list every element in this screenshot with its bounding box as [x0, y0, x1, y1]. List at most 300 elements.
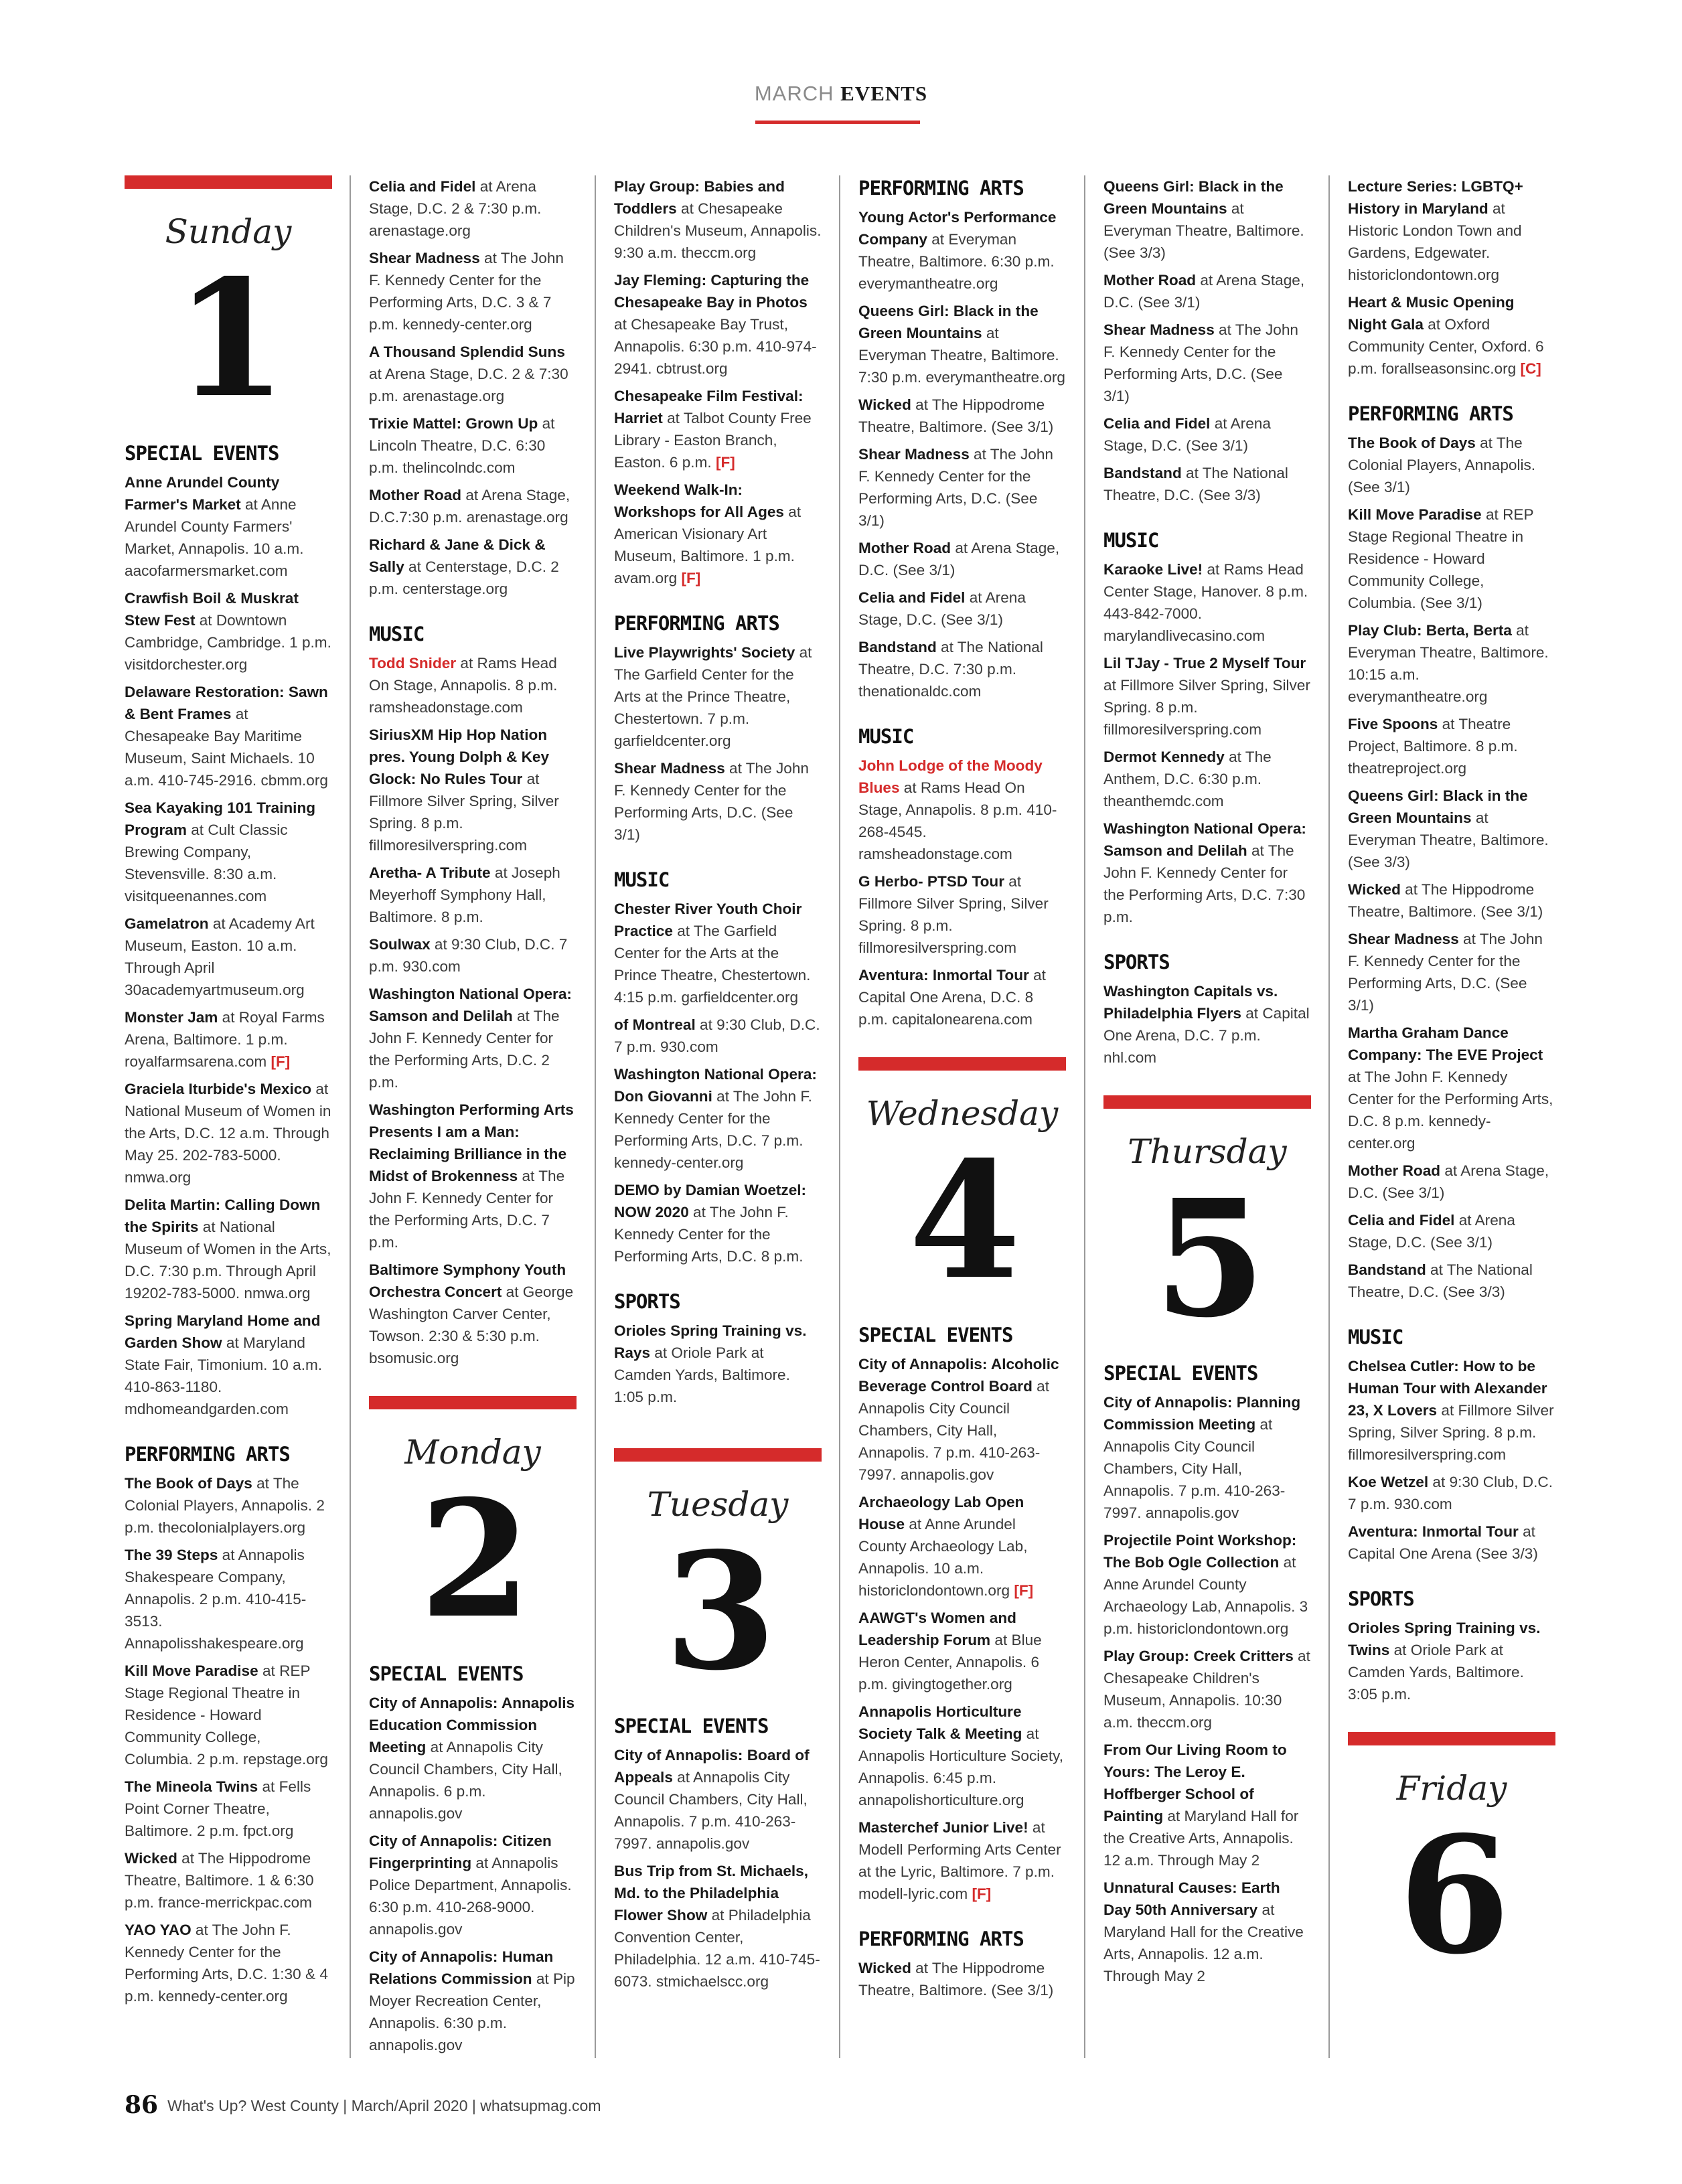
event-listing [1348, 1617, 1555, 1705]
event-listing [1348, 1471, 1555, 1515]
event-name: Shear Madness [1103, 321, 1215, 338]
event-listing [614, 898, 822, 1008]
event-name: Gamelatron [125, 915, 209, 932]
event-details: at Academy Art Museum, Easton. 10 a.m. Through April 30academyartmuseum.org [125, 915, 315, 998]
event-name: Celia and Fidel [1103, 415, 1211, 432]
event-details: at National Museum of Women in the Arts, D.C. 12 a.m. Through May 25. 202-783-5000. nmwa.org [125, 1080, 331, 1186]
event-listing [858, 587, 1066, 631]
column-divider [839, 175, 840, 2058]
event-details: at Everyman Theatre, Baltimore. 10:15 a.m. everymantheatre.org [1348, 622, 1549, 705]
event-details: at Everyman Theatre, Baltimore. (See 3/3) [1348, 809, 1549, 870]
day-number: 6 [1398, 1800, 1505, 1990]
event-details: at The John F. Kennedy Center for the Performing Arts, D.C. (See 3/1) [614, 760, 809, 843]
event-listing [1103, 980, 1311, 1069]
day-block [369, 1396, 577, 1654]
event-listing [125, 913, 332, 1001]
event-listing [614, 1014, 822, 1058]
event-listing [858, 1491, 1066, 1602]
event-details: at Chesapeake Children's Museum, Annapolis. 9:30 a.m. theccm.org [614, 200, 822, 261]
event-details: at The National Theatre, D.C. (See 3/3) [1348, 1261, 1533, 1300]
event-details: at Royal Farms Arena, Baltimore. 1 p.m. royalfarmsarena.com [125, 1008, 325, 1070]
event-details: at The Colonial Players, Annapolis. 2 p.m. thecolonialplayers.org [125, 1474, 325, 1536]
event-listing [1103, 558, 1311, 647]
event-listing [614, 479, 822, 589]
event-listing [369, 484, 577, 528]
section-heading: MUSIC [1348, 1326, 1403, 1348]
day-name: Sunday [165, 212, 292, 251]
event-listing [1103, 1739, 1311, 1871]
event-listing [369, 534, 577, 600]
event-name: Lil TJay - True 2 Myself Tour [1103, 655, 1306, 672]
event-name: Wicked [125, 1849, 177, 1867]
event-details: at The Colonial Players, Annapolis. (See 3/1) [1348, 435, 1536, 495]
section-heading: MUSIC [369, 623, 425, 645]
event-name: Celia and Fidel [858, 589, 966, 606]
event-details: at Arena Stage, D.C. 2 & 7:30 p.m. arenastage.org [369, 366, 568, 404]
event-details: at George Washington Carver Center, Towson. 2:30 & 5:30 p.m. bsomusic.org [369, 1283, 574, 1367]
event-name: City of Annapolis: Board of Appeals [614, 1746, 810, 1786]
day-block [614, 1448, 822, 1706]
event-name: Koe Wetzel [1348, 1474, 1429, 1490]
event-listing [1348, 1259, 1555, 1303]
event-details: at Chesapeake Children's Museum, Annapolis. 10:30 a.m. theccm.org [1103, 1647, 1310, 1731]
event-name: Delita Martin: Calling Down the Spirits [125, 1196, 321, 1235]
event-listing [125, 587, 332, 676]
day-block [125, 175, 332, 433]
event-name: Bandstand [1103, 465, 1182, 481]
event-listing [125, 1847, 332, 1914]
section-heading: SPORTS [1348, 1587, 1414, 1610]
event-details: at Fillmore Silver Spring, Silver Spring. 8 p.m. fillmoresilverspring.com [1348, 1402, 1554, 1463]
day-number: 5 [1154, 1164, 1261, 1353]
event-details: at The Anthem, D.C. 6:30 p.m. theanthemdc.com [1103, 749, 1272, 809]
event-details: at Annapolis Horticulture Society, Annapolis. 6:45 p.m. annapolishorticulture.org [858, 1725, 1063, 1808]
event-details: at Oxford Community Center, Oxford. 6 p.m. forallseasonsinc.org [1348, 316, 1544, 377]
event-listing [1103, 1877, 1311, 1987]
event-details: at Arena Stage, D.C. (See 3/1) [858, 540, 1060, 578]
section-heading: SPECIAL EVENTS [858, 1323, 1013, 1346]
event-details: at Annapolis City Council Chambers, City Hall, Annapolis. 7 p.m. 410-263-7997. annapolis.gov [614, 1768, 808, 1852]
day-name: Tuesday [647, 1485, 789, 1524]
event-details: at REP Stage Regional Theatre in Residence - Howard Community College, Columbia. (See 3/1) [1348, 506, 1534, 611]
event-details: at The John F. Kennedy Center for the Performing Arts, D.C. (See 3/1) [858, 446, 1053, 529]
event-name: Heart & Music Opening Night Gala [1348, 294, 1515, 333]
event-listing [614, 757, 822, 846]
event-name: Unnatural Causes: Earth Day 50th Anniversary [1103, 1879, 1280, 1918]
event-details: at Maryland Hall for the Creative Arts, Annapolis. 12 a.m. Through May 2 [1103, 1901, 1304, 1984]
event-listing [858, 443, 1066, 532]
event-details: at Capital One Arena, D.C. 8 p.m. capitalonearena.com [858, 967, 1046, 1028]
event-name: Sea Kayaking 101 Training Program [125, 799, 316, 838]
calendar-column-3 [614, 175, 822, 1998]
event-listing [1348, 878, 1555, 923]
event-details: at The John F. Kennedy Center for the Performing Arts, D.C. 7 p.m. [369, 1168, 565, 1251]
event-name: Todd Snider [369, 655, 457, 672]
event-name: Mother Road [369, 487, 462, 503]
event-name: Mother Road [1103, 272, 1197, 289]
event-name: Washington National Opera: Don Giovanni [614, 1066, 817, 1105]
event-name: AAWGT's Women and Leadership Forum [858, 1609, 1016, 1648]
event-flag: [C] [1520, 360, 1541, 377]
event-listing [1348, 1022, 1555, 1154]
event-details: at Oriole Park at Camden Yards, Baltimore. 1:05 p.m. [614, 1344, 790, 1405]
event-name: Orioles Spring Training vs. Twins [1348, 1620, 1541, 1658]
header-rule [755, 121, 920, 124]
event-listing [858, 870, 1066, 959]
event-details: at Lincoln Theatre, D.C. 6:30 p.m. thelincolndc.com [369, 415, 555, 476]
page-number: 86 [125, 2091, 159, 2119]
event-listing [1103, 412, 1311, 457]
event-listing [369, 1259, 577, 1369]
header-month: MARCH [754, 82, 834, 105]
event-details: at Modell Performing Arts Center at the Lyric, Baltimore. 7 p.m. modell-lyric.com [858, 1818, 1061, 1902]
event-name: Play Group: Creek Critters [1103, 1647, 1294, 1664]
event-listing [369, 247, 577, 335]
event-name: Lecture Series: LGBTQ+ History in Maryland [1348, 178, 1523, 217]
event-name: Orioles Spring Training vs. Rays [614, 1322, 807, 1361]
event-details: at Pip Moyer Recreation Center, Annapolis. 6:30 p.m. annapolis.gov [369, 1970, 575, 2053]
event-name: Washington Capitals vs. Philadelphia Flyers [1103, 983, 1278, 1022]
event-details: at Theatre Project, Baltimore. 8 p.m. theatreproject.org [1348, 716, 1518, 777]
event-name: Richard & Jane & Dick & Sally [369, 536, 546, 575]
event-name: Delaware Restoration: Sawn & Bent Frames [125, 683, 328, 722]
day-name: Thursday [1128, 1132, 1287, 1171]
event-listing [369, 1946, 577, 2056]
event-name: Projectile Point Workshop: The Bob Ogle Collection [1103, 1531, 1297, 1571]
event-name: Annapolis Horticulture Society Talk & Meeting [858, 1703, 1022, 1742]
event-listing [369, 1830, 577, 1940]
section-heading: PERFORMING ARTS [858, 1927, 1024, 1950]
event-name: Celia and Fidel [369, 178, 476, 195]
event-details: at Annapolis City Council Chambers, City Hall, Annapolis. 7 p.m. 410-263-7997. annapolis.gov [858, 1377, 1050, 1483]
event-listing [614, 1179, 822, 1267]
event-name: Queens Girl: Black in the Green Mountains [1103, 178, 1284, 217]
event-listing [1348, 1160, 1555, 1204]
column-divider [595, 175, 596, 2058]
event-details: at Fillmore Silver Spring, Silver Spring. 8 p.m. fillmoresilverspring.com [369, 771, 559, 854]
day-name: Monday [404, 1433, 541, 1472]
event-details: at Talbot County Free Library - Easton Branch, Easton. 6 p.m. [614, 410, 812, 471]
section-heading: MUSIC [858, 725, 914, 748]
event-details: at Annapolis Shakespeare Company, Annapolis. 2 p.m. 410-415-3513. Annapolisshakespeare.org [125, 1546, 307, 1652]
event-listing [1348, 291, 1555, 380]
event-name: City of Annapolis: Human Relations Commission [369, 1948, 554, 1987]
event-details: at The Hippodrome Theatre, Baltimore. 1 & 6:30 p.m. france-merrickpac.com [125, 1849, 314, 1911]
day-red-bar [369, 1396, 577, 1409]
event-listing [369, 724, 577, 856]
event-name: Chester River Youth Choir Practice [614, 901, 802, 939]
event-details: at Fells Point Corner Theatre, Baltimore. 2 p.m. fpct.org [125, 1778, 311, 1839]
event-listing [1348, 1355, 1555, 1466]
event-details: at The National Theatre, D.C. 7:30 p.m. thenationaldc.com [858, 639, 1043, 700]
event-details: at Arena Stage, D.C.7:30 p.m. arenastage.org [369, 487, 570, 526]
event-listing [858, 636, 1066, 702]
event-listing [1348, 503, 1555, 614]
event-details: at Oriole Park at Camden Yards, Baltimore. 3:05 p.m. [1348, 1642, 1524, 1703]
event-details: at Capital One Arena, D.C. 7 p.m. nhl.com [1103, 1005, 1310, 1066]
event-details: at Maryland Hall for the Creative Arts, Annapolis. 12 a.m. Through May 2 [1103, 1807, 1299, 1869]
event-details: at Anne Arundel County Archaeology Lab, Annapolis. 10 a.m. historiclondontown.org [858, 1515, 1028, 1599]
event-flag: [F] [715, 454, 735, 471]
event-details: at Arena Stage, D.C. 2 & 7:30 p.m. arenastage.org [369, 178, 542, 239]
section-heading: SPECIAL EVENTS [125, 441, 279, 465]
event-name: Mother Road [858, 540, 951, 556]
event-details: at Joseph Meyerhoff Symphony Hall, Baltimore. 8 p.m. [369, 864, 560, 925]
section-heading: SPECIAL EVENTS [614, 1714, 769, 1737]
event-listing [1103, 746, 1311, 812]
day-red-bar [1103, 1095, 1311, 1109]
event-name: Chelsea Cutler: How to be Human Tour with Alexander 23, X Lovers [1348, 1358, 1547, 1419]
event-details: at The Hippodrome Theatre, Baltimore. (See 3/1) [1348, 881, 1543, 920]
event-details: at The John F. Kennedy Center for the Performing Arts, D.C. 7 p.m. kennedy-center.org [614, 1088, 812, 1171]
event-details: at Arena Stage, D.C. (See 3/1) [858, 589, 1026, 628]
section-heading: PERFORMING ARTS [858, 177, 1024, 200]
section-heading: MUSIC [1103, 529, 1159, 552]
event-listing [614, 385, 822, 473]
event-listing [858, 1816, 1066, 1905]
event-listing [858, 394, 1066, 438]
event-listing [125, 1006, 332, 1073]
event-name: Bus Trip from St. Michaels, Md. to the Philadelphia Flower Show [614, 1862, 809, 1924]
calendar-column-2 [369, 175, 577, 2061]
event-listing [1103, 817, 1311, 928]
event-details: at The John F. Kennedy Center for the Performing Arts, D.C. 3 & 7 p.m. kennedy-center.org [369, 250, 564, 333]
event-name: Masterchef Junior Live! [858, 1818, 1028, 1836]
event-name: Weekend Walk-In: Workshops for All Ages [614, 481, 785, 520]
event-listing [1348, 619, 1555, 708]
event-name: City of Annapolis: Alcoholic Beverage Control Board [858, 1355, 1059, 1395]
event-details: at The John F. Kennedy Center for the Performing Arts, D.C. (See 3/1) [1103, 321, 1298, 404]
event-name: Bandstand [858, 639, 937, 655]
event-name: Shear Madness [614, 760, 725, 777]
section-heading: SPORTS [614, 1290, 680, 1313]
event-listing [858, 964, 1066, 1030]
day-name: Friday [1396, 1769, 1507, 1808]
calendar-column-1 [125, 175, 332, 2013]
event-name: Crawfish Boil & Muskrat Stew Fest [125, 589, 299, 629]
event-name: Young Actor's Performance Company [858, 209, 1057, 248]
event-details: at Everyman Theatre, Baltimore. (See 3/3) [1103, 200, 1304, 261]
event-name: Monster Jam [125, 1008, 218, 1026]
event-details: at Rams Head Center Stage, Hanover. 8 p.m. 443-842-7000. marylandlivecasino.com [1103, 561, 1308, 644]
event-name: SiriusXM Hip Hop Nation pres. Young Dolph & Key Glock: No Rules Tour [369, 726, 550, 787]
event-details: at The National Theatre, D.C. (See 3/3) [1103, 465, 1288, 503]
event-name: Soulwax [369, 936, 431, 953]
header-events: EVENTS [840, 82, 928, 105]
event-flag: [F] [1014, 1581, 1034, 1599]
event-listing [1348, 432, 1555, 498]
event-details: at Everyman Theatre, Baltimore. 6:30 p.m. everymantheatre.org [858, 231, 1055, 292]
event-listing [1348, 928, 1555, 1016]
event-name: Five Spoons [1348, 716, 1438, 732]
event-listing [125, 471, 332, 582]
event-listing [369, 862, 577, 928]
event-details: at Anne Arundel County Archaeology Lab, Annapolis. 3 p.m. historiclondontown.org [1103, 1553, 1308, 1637]
event-name: City of Annapolis: Planning Commission Meeting [1103, 1393, 1301, 1433]
event-listing [1103, 462, 1311, 506]
event-name: John Lodge of the Moody Blues [858, 757, 1043, 796]
event-details: at Philadelphia Convention Center, Philadelphia. 12 a.m. 410-745-6073. stmichaelscc.org [614, 1906, 820, 1990]
calendar-column-4 [858, 175, 1066, 2007]
event-listing [125, 1078, 332, 1188]
event-details: at Rams Head On Stage, Annapolis. 8 p.m. ramsheadonstage.com [369, 655, 558, 716]
event-details: at Chesapeake Bay Maritime Museum, Saint Michaels. 10 a.m. 410-745-2916. cbmm.org [125, 705, 328, 789]
event-name: Washington National Opera: Samson and Delilah [369, 986, 572, 1024]
section-heading: SPORTS [1103, 951, 1170, 973]
section-heading: SPECIAL EVENTS [1103, 1361, 1258, 1385]
event-name: Trixie Mattel: Grown Up [369, 415, 538, 432]
event-listing [1103, 1391, 1311, 1524]
event-listing [858, 1701, 1066, 1811]
event-name: The 39 Steps [125, 1546, 218, 1563]
event-details: at American Visionary Art Museum, Baltimore. 1 p.m. avam.org [614, 503, 801, 587]
event-listing [1103, 1529, 1311, 1640]
event-name: Wicked [858, 1959, 911, 1976]
event-listing [614, 175, 822, 264]
event-name: Dermot Kennedy [1103, 749, 1225, 765]
event-listing [125, 1544, 332, 1654]
section-heading: PERFORMING ARTS [125, 1442, 290, 1466]
event-listing [369, 1099, 577, 1253]
event-listing [125, 797, 332, 907]
event-listing [369, 412, 577, 479]
calendar-column-5 [1103, 175, 1311, 1993]
event-name: Shear Madness [369, 250, 480, 266]
event-listing [369, 933, 577, 978]
event-details: at 9:30 Club, D.C. 7 p.m. 930.com [1348, 1474, 1553, 1512]
event-name: Shear Madness [858, 446, 970, 463]
event-name: A Thousand Splendid Suns [369, 343, 565, 360]
event-details: at Arena Stage, D.C. (See 3/1) [1348, 1162, 1549, 1201]
event-name: Jay Fleming: Capturing the Chesapeake Bay in Photos [614, 272, 810, 311]
event-details: at 9:30 Club, D.C. 7 p.m. 930.com [614, 1016, 820, 1055]
day-number: 3 [664, 1516, 771, 1706]
event-name: Kill Move Paradise [1348, 506, 1482, 523]
event-name: Live Playwrights' Society [614, 644, 795, 661]
event-details: at The John F. Kennedy Center for the Performing Arts, D.C. 1:30 & 4 p.m. kennedy-center.org [125, 1921, 328, 2005]
event-details: at Cult Classic Brewing Company, Stevensville. 8:30 a.m. visitqueenannes.com [125, 821, 288, 905]
section-heading: PERFORMING ARTS [1348, 402, 1513, 425]
event-name: The Mineola Twins [125, 1778, 258, 1795]
event-listing [614, 1063, 822, 1174]
event-listing [369, 1692, 577, 1824]
event-details: at The Hippodrome Theatre, Baltimore. (See 3/1) [858, 1959, 1054, 1999]
event-details: at Arena Stage, D.C. (See 3/1) [1103, 415, 1271, 454]
event-listing [1103, 1645, 1311, 1733]
event-listing [369, 983, 577, 1093]
event-listing [369, 175, 577, 242]
event-details: at The Garfield Center for the Arts at the Prince Theatre, Chestertown. 4:15 p.m. garfieldcenter.org [614, 923, 811, 1006]
event-name: YAO YAO [125, 1921, 192, 1938]
event-listing [125, 1194, 332, 1304]
event-details: at Annapolis City Council Chambers, City Hall, Annapolis. 6 p.m. annapolis.gov [369, 1738, 562, 1822]
column-divider [1084, 175, 1085, 2058]
event-listing [858, 537, 1066, 581]
event-name: Martha Graham Dance Company: The EVE Project [1348, 1024, 1543, 1063]
footer-text: What's Up? West County | March/April 2020 | whatsupmag.com [167, 2097, 601, 2114]
event-details: at The John F. Kennedy Center for the Performing Arts, D.C. 8 p.m. kennedy-center.org [1348, 1069, 1553, 1152]
event-details: at REP Stage Regional Theatre in Residence - Howard Community College, Columbia. 2 p.m. repstage.org [125, 1662, 328, 1768]
event-listing [858, 1607, 1066, 1695]
event-name: Play Club: Berta, Berta [1348, 622, 1512, 639]
event-name: Bandstand [1348, 1261, 1426, 1278]
page-header [0, 82, 1682, 106]
event-listing [614, 269, 822, 380]
event-listing [614, 641, 822, 752]
calendar-column-6 [1348, 175, 1555, 1992]
event-details: at The John F. Kennedy Center for the Performing Arts, D.C. 8 p.m. [614, 1204, 804, 1265]
event-details: at Fillmore Silver Spring, Silver Spring. 8 p.m. fillmoresilverspring.com [1103, 677, 1310, 738]
day-block [858, 1057, 1066, 1315]
event-details: at Arena Stage, D.C. (See 3/1) [1348, 1212, 1515, 1251]
section-heading: PERFORMING ARTS [614, 612, 779, 635]
event-name: Shear Madness [1348, 931, 1459, 947]
event-details: at National Museum of Women in the Arts, D.C. 7:30 p.m. Through April 19202-783-5000. nmwa.org [125, 1218, 331, 1302]
event-listing [1103, 319, 1311, 407]
event-name: Celia and Fidel [1348, 1212, 1455, 1229]
event-listing [125, 1472, 332, 1539]
event-name: Spring Maryland Home and Garden Show [125, 1312, 321, 1351]
event-name: From Our Living Room to Yours: The Leroy E. Hoffberger School of Painting [1103, 1741, 1287, 1824]
event-name: Queens Girl: Black in the Green Mountains [858, 303, 1039, 341]
event-details: at Everyman Theatre, Baltimore. 7:30 p.m. everymantheatre.org [858, 325, 1065, 386]
event-details: at The John F. Kennedy Center for the Performing Arts, D.C. 7:30 p.m. [1103, 842, 1306, 925]
section-heading: SPECIAL EVENTS [369, 1662, 524, 1685]
day-block [1348, 1732, 1555, 1990]
event-name: City of Annapolis: Citizen Fingerprinting [369, 1832, 552, 1871]
event-name: Aventura: Inmortal Tour [858, 967, 1029, 984]
event-listing [125, 1919, 332, 2007]
event-listing [369, 341, 577, 407]
event-listing [1103, 175, 1311, 264]
event-flag: [F] [681, 570, 701, 587]
event-details: at Centerstage, D.C. 2 p.m. centerstage.org [369, 558, 559, 597]
event-listing [614, 1744, 822, 1855]
event-name: Graciela Iturbide's Mexico [125, 1080, 312, 1097]
event-listing [614, 1320, 822, 1408]
day-red-bar [614, 1448, 822, 1462]
day-red-bar [125, 175, 332, 189]
event-name: Mother Road [1348, 1162, 1441, 1179]
event-flag: [F] [271, 1052, 291, 1070]
event-details: at Anne Arundel County Farmers' Market, Annapolis. 10 a.m. aacofarmersmarket.com [125, 495, 304, 579]
section-heading: MUSIC [614, 868, 670, 891]
day-block [1103, 1095, 1311, 1353]
event-details: at Downtown Cambridge, Cambridge. 1 p.m. visitdorchester.org [125, 611, 331, 673]
event-name: Archaeology Lab Open House [858, 1493, 1024, 1533]
day-red-bar [858, 1057, 1066, 1071]
event-listing [369, 652, 577, 718]
event-name: Chesapeake Film Festival: Harriet [614, 388, 804, 426]
event-details: at Capital One Arena (See 3/3) [1348, 1523, 1538, 1562]
event-listing [614, 1860, 822, 1993]
event-details: at Fillmore Silver Spring, Silver Spring. 8 p.m. fillmoresilverspring.com [858, 873, 1049, 956]
event-name: Aretha- A Tribute [369, 864, 491, 881]
event-listing [1103, 269, 1311, 313]
event-listing [1103, 652, 1311, 740]
event-name: Wicked [858, 396, 911, 413]
event-name: Queens Girl: Black in the Green Mountains [1348, 787, 1528, 826]
event-listing [858, 300, 1066, 388]
event-details: at Blue Heron Center, Annapolis. 6 p.m. givingtogether.org [858, 1631, 1042, 1693]
event-details: at The John F. Kennedy Center for the Performing Arts, D.C. (See 3/1) [1348, 931, 1543, 1014]
day-number: 4 [909, 1125, 1016, 1315]
event-name: DEMO by Damian Woetzel: NOW 2020 [614, 1182, 807, 1221]
event-listing [125, 1776, 332, 1842]
event-details: at The Garfield Center for the Arts at the Prince Theatre, Chestertown. 7 p.m. garfieldcenter.org [614, 644, 812, 749]
event-name: Anne Arundel County Farmer's Market [125, 473, 280, 513]
event-details: at Maryland State Fair, Timonium. 10 a.m. 410-863-1180. mdhomeandgarden.com [125, 1334, 323, 1417]
